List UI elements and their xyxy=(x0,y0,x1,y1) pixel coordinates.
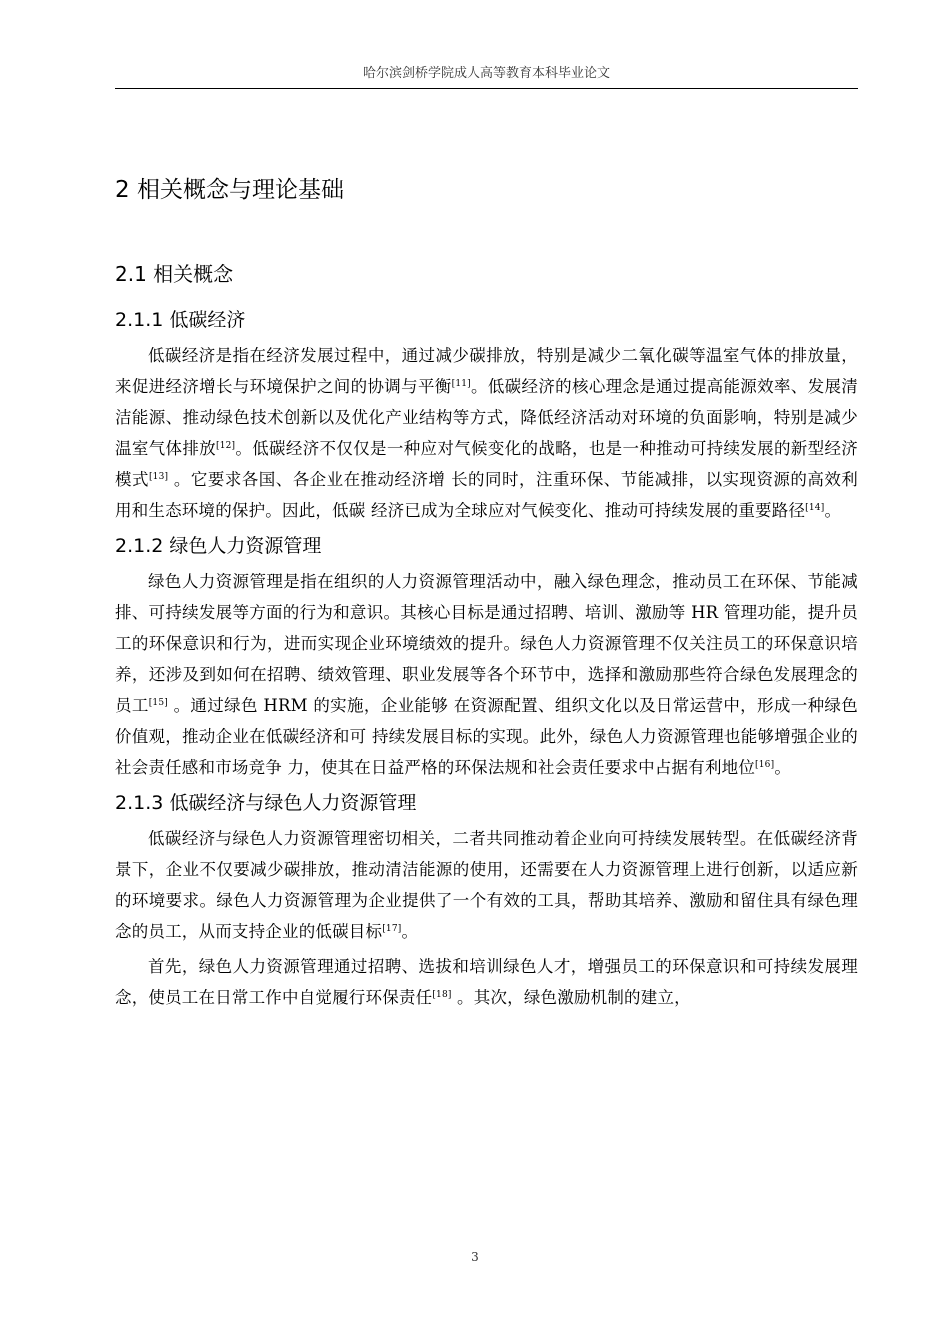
paragraph: 低碳经济与绿色人力资源管理密切相关，二者共同推动着企业向可持续发展转型。在低碳经济背景下，企业不仅要减少碳排放，推动清洁能源的使用，还需要在人力资源管理上进行创新，以适应新的环境要求。绿色人力资源管理为企业提供了一个有效的工具，帮助其培养、激励和留住具有绿色理念的员工，从而支持企业的低碳目标[17]。 xyxy=(115,829,858,941)
header-divider xyxy=(115,88,858,89)
citation-ref: [17] xyxy=(382,924,402,934)
document-body xyxy=(115,172,858,1017)
subsection-title-low-carbon-economy: 2.1.1 低碳经济 xyxy=(115,309,246,331)
subsection-title-low-carbon-and-green-hrm: 2.1.3 低碳经济与绿色人力资源管理 xyxy=(115,792,417,814)
paragraph: 低碳经济是指在经济发展过程中，通过减少碳排放，特别是减少二氧化碳等温室气体的排放量，来促进经济增长与环境保护之间的协调与平衡[11]。低碳经济的核心理念是通过提高能源效率、发展清洁能源、推动绿色技术创新以及优化产业结构等方式，降低经济活动对环境的负面影响，特别是减少温室气体排放[12]。低碳经济不仅仅是一种应对气候变化的战略，也是一种推动可持续发展的新型经济模式[13] 。它要求各国、各企业在推动经济增 长的同时，注重环保、节能减排，以实现资源的高效利用和生态环境的保护。因此，低碳 经济已成为全球应对气候变化、推动可持续发展的重要路径[14]。 xyxy=(115,346,858,520)
citation-ref: [15] xyxy=(148,698,168,708)
citation-ref: [13] xyxy=(148,472,169,482)
subsection-title-green-hrm: 2.1.2 绿色人力资源管理 xyxy=(115,535,322,557)
page-number: 3 xyxy=(471,1250,479,1264)
citation-ref: [11] xyxy=(451,379,471,389)
citation-ref: [14] xyxy=(805,503,825,513)
citation-ref: [18] xyxy=(432,990,452,1000)
paragraph: 首先，绿色人力资源管理通过招聘、选拔和培训绿色人才，增强员工的环保意识和可持续发展理念，使员工在日常工作中自觉履行环保责任[18] 。其次，绿色激励机制的建立， xyxy=(115,957,858,1007)
running-header: 哈尔滨剑桥学院成人高等教育本科毕业论文 xyxy=(362,66,610,81)
chapter-title: 2 相关概念与理论基础 xyxy=(115,177,344,203)
citation-ref: [16] xyxy=(755,760,775,770)
paragraph: 绿色人力资源管理是指在组织的人力资源管理活动中，融入绿色理念，推动员工在环保、节能减排、可持续发展等方面的行为和意识。其核心目标是通过招聘、培训、激励等 HR 管理功能，提升员工的环保意识和行为，进而实现企业环境绩效的提升。绿色人力资源管理不仅关注员工的环保意识培养，还涉及到如何在招聘、绩效管理、职业发展等各个环节中，选择和激励那些符合绿色发展理念的员工[15] 。通过绿色 HRM 的实施，企业能够 在资源配置、组织文化以及日常运营中，形成一种绿色价值观，推动企业在低碳经济和可 持续发展目标的实现。此外，绿色人力资源管理也能够增强企业的社会责任感和市场竞争 力，使其在日益严格的环保法规和社会责任要求中占据有利地位[16]。 xyxy=(115,572,858,777)
citation-ref: [12] xyxy=(215,441,236,451)
section-title: 2.1 相关概念 xyxy=(115,262,234,286)
